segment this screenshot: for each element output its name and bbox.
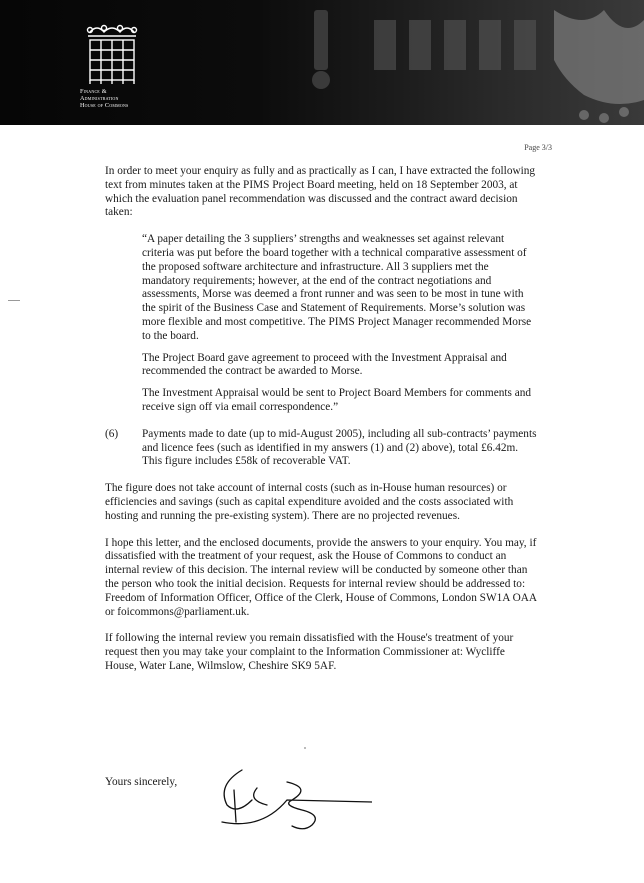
quote-paragraph-1: “A paper detailing the 3 suppliers’ strengths and weaknesses set against relevant criteria was put before the board together with a technical comparative assessment of the proposed software architecture and infrastructure. All 3 suppliers met the mandatory requirements; however, at the end of the contract negotiations and assessments, Morse was deemed a front runner and was seen to be most in tune with the spirit of the Business Case and Statement of Requirements. Morse’s solution was more flexible and most competitive. The PIMS Project Manager recommended Morse to the board.: [142, 233, 532, 342]
answer-6-text: Payments made to date (up to mid-August 2005), including all sub-contracts’ payments and licence fees (such as identified in my answers (1) and (2) above), total £6.42m. This figure includes £58k of recoverable VAT.: [142, 427, 537, 468]
minutes-quote: [142, 233, 537, 415]
internal-costs-paragraph: The figure does not take account of internal costs (such as in-House human resources) or efficiencies and savings (such as capital expenditure avoided and the costs associated with hosting and running the pre-existing system). There are no projected revenues.: [105, 482, 514, 522]
crown-watermark-icon: [284, 0, 644, 125]
scan-speck: [304, 747, 306, 749]
letter-body: [105, 165, 537, 687]
intro-paragraph: In order to meet your enquiry as fully and as practically as I can, I have extracted the following text from minutes taken at the PIMS Project Board meeting, held on 18 September 2003, at which the evaluation panel recommendation was discussed and the contract award decision taken:: [105, 165, 536, 219]
handwritten-signature: [212, 760, 372, 840]
org-line-1: Finance &: [80, 88, 107, 95]
organisation-name: [80, 88, 200, 110]
page-number: Page 3/3: [524, 143, 552, 152]
internal-review-paragraph: I hope this letter, and the enclosed documents, provide the answers to your enquiry. You may, if dissatisfied with the treatment of your request, ask the House of Commons to conduct an internal review of this decision. The internal review will be conducted by someone other than the person who took the initial decision. Requests for internal review should be addressed to: Freedom of Information Officer, Office of the Clerk, House of Commons, London SW1A OAA or foicommons@parliament.uk.: [105, 536, 537, 618]
closing-salutation: Yours sincerely,: [105, 776, 178, 788]
commissioner-paragraph: If following the internal review you remain dissatisfied with the House's treatment of your request then you may take your complaint to the Information Commissioner at: Wycliffe House, Water Lane, Wilmslow, Cheshire SK9 5AF.: [105, 632, 514, 672]
answer-number: (6): [105, 427, 119, 440]
margin-mark: [8, 300, 20, 301]
org-line-3: House of Commons: [80, 102, 129, 110]
org-line-2: Administration: [80, 95, 119, 103]
quote-paragraph-2: The Project Board gave agreement to proceed with the Investment Appraisal and recommended the contract be awarded to Morse.: [142, 351, 507, 378]
quote-paragraph-3: The Investment Appraisal would be sent to Project Board Members for comments and receive sign off via email correspondence.”: [142, 387, 532, 413]
portcullis-logo-icon: [82, 22, 142, 94]
letterhead-banner: [0, 0, 644, 125]
answer-6-paragraph: [105, 428, 537, 469]
